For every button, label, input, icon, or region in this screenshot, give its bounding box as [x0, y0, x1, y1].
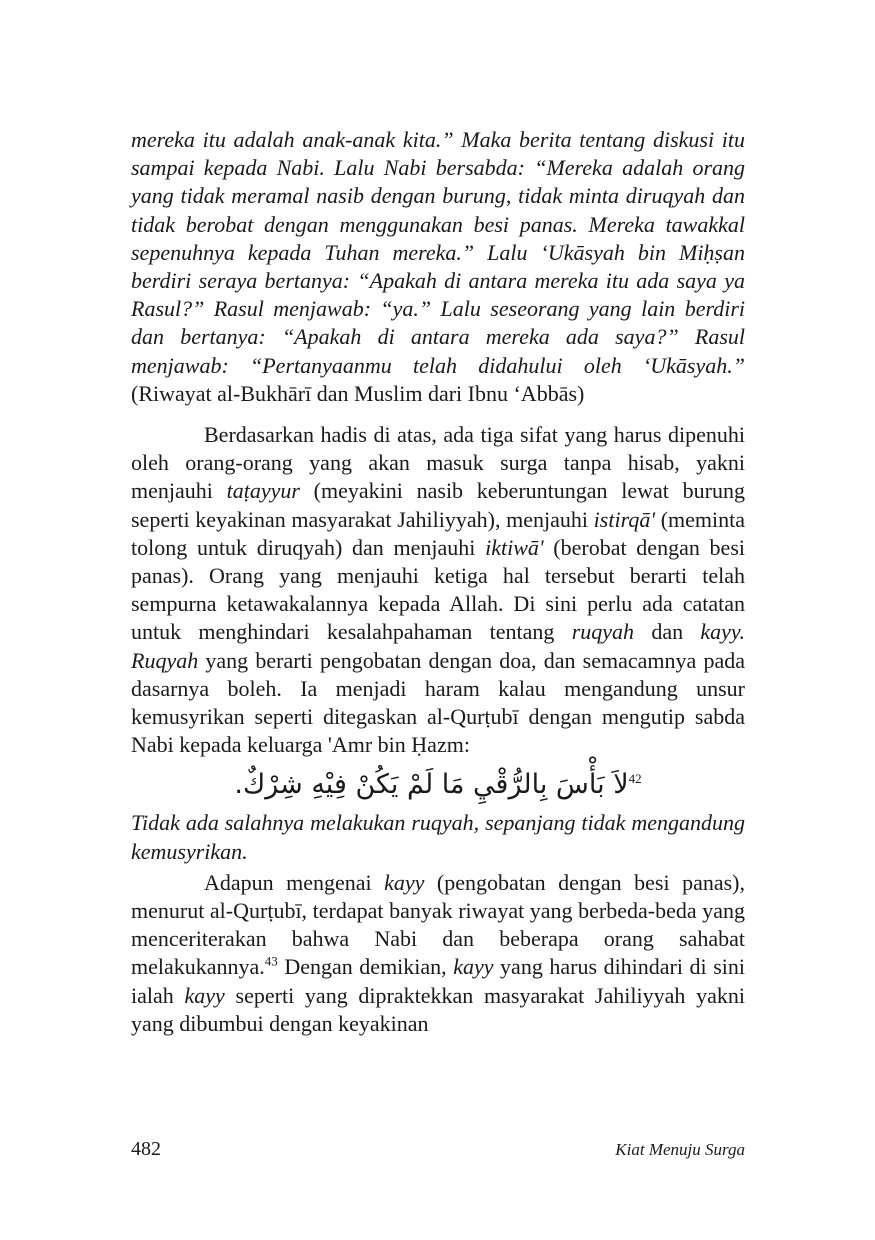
text-run: yang berarti pengobatan dengan doa, dan semacamnya pada dasarnya boleh. Ia menjadi haram kalau mengandung unsur kemusyrikan seperti ditegaskan al-Qurṭubī dengan mengutip sabda Nabi kepada keluarga 'Amr bin Ḥazm:: [131, 647, 745, 758]
term-ruqyah: ruqyah: [571, 619, 635, 645]
term-istirqa: istirqā': [593, 506, 656, 532]
explanation-paragraph: [131, 421, 745, 759]
term-iktiwa: iktiwā': [485, 534, 544, 560]
text-run: dan: [634, 619, 701, 645]
text-run: (pengobatan dengan besi panas), menurut al-Qurṭubī, terdapat banyak riwayat yang berbeda-beda yang menceriterakan bahwa Nabi dan beberapa orang sahabat melakukannya.: [131, 869, 745, 980]
term-tatayyur: taṭayyur: [226, 478, 300, 504]
footnote-ref-42: 42: [628, 771, 642, 787]
footnote-ref-43: 43: [264, 954, 278, 970]
text-run: Dengan demikian,: [277, 954, 454, 980]
term-kayy: kayy.: [700, 619, 745, 645]
kayy-paragraph: [131, 869, 745, 1038]
term-kayy-b: kayy: [453, 954, 494, 980]
text-run: yang harus dihindari di sini ialah: [131, 954, 745, 1008]
hadith-paragraph: [131, 126, 745, 408]
text-run: (meyakini nasib keberuntungan lewat burung seperti keyakinan masyarakat Jahiliyyah), menjauhi: [131, 478, 745, 532]
page-footer: [131, 1138, 745, 1161]
running-title: Kiat Menuju Surga: [615, 1140, 745, 1159]
term-kayy-a: kayy: [384, 869, 425, 895]
arabic-hadith: [131, 759, 745, 805]
hadith-source: (Riwayat al-Bukhārī dan Muslim dari Ibnu ‘Abbās): [131, 380, 585, 406]
text-run: (berobat dengan besi panas). Orang yang menjauhi ketiga hal tersebut berarti telah sempurna ketawakalannya kepada Allah. Di sini perlu ada catatan untuk menghindari kesalahpahaman tentang: [131, 534, 745, 645]
text-run: seperti yang dipraktekkan masyarakat Jahiliyyah yakni yang dibumbui dengan keyakinan: [131, 982, 745, 1036]
body-text: [131, 126, 745, 1038]
hadith-text: mereka itu adalah anak-anak kita.” Maka berita tentang diskusi itu sampai kepada Nabi. Lalu Nabi bersabda: “Mereka adalah orang yang tidak meramal nasib dengan burung, tidak minta diruqyah dan tidak berobat dengan menggunakan besi panas. Mereka tawakkal sepenuhnya kepada Tuhan mereka.” Lalu ‘Ukāsyah bin Miḥṣan berdiri seraya bertanya: “Apakah di antara mereka itu ada saya ya Rasul?” Rasul menjawab: “ya.” Lalu seseorang yang lain berdiri dan bertanya: “Apakah di antara mereka ada saya?” Rasul menjawab: “Pertanyaanmu telah didahului oleh ‘Ukāsyah.”: [131, 127, 745, 378]
text-run: Berdasarkan hadis di atas, ada tiga sifat yang harus dipenuhi oleh orang-orang yang akan masuk surga tanpa hisab, yakni menjauhi: [131, 422, 745, 504]
text-run: Adapun mengenai: [204, 869, 385, 895]
term-kayy-c: kayy: [184, 982, 225, 1008]
hadith-translation: Tidak ada salahnya melakukan ruqyah, sepanjang tidak mengandung kemusyrikan.: [131, 810, 745, 864]
arabic-text: لاَ بَأْسَ بِالرُّقْيِ مَا لَمْ يَكُنْ فِيْهِ شِرْكٌ.: [234, 769, 629, 801]
text-run: (meminta tolong untuk diruqyah) dan menjauhi: [131, 506, 745, 560]
term-ruqyah-2: Ruqyah: [131, 647, 199, 673]
page-number: 482: [131, 1138, 161, 1160]
